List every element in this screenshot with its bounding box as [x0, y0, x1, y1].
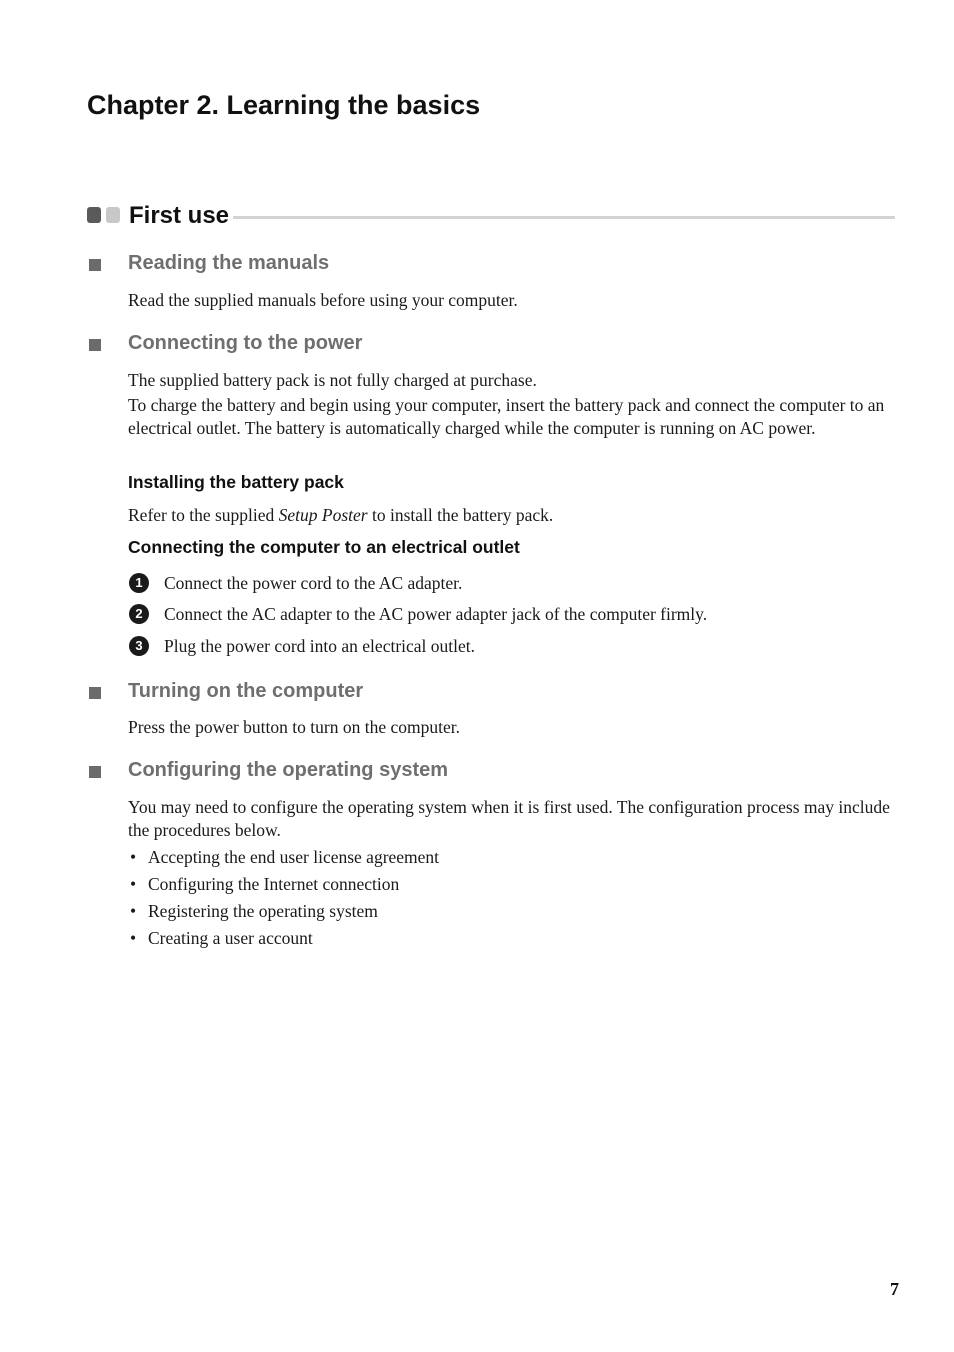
- power-text-1: The supplied battery pack is not fully charged at purchase.: [128, 370, 537, 390]
- power-text-2: To charge the battery and begin using your computer, insert the battery pack and connect the computer to an electrical outlet. The battery is automatically charged while the computer is running on AC power.: [128, 395, 885, 438]
- battery-text: [128, 504, 898, 527]
- bullet-text: Registering the operating system: [148, 901, 378, 921]
- section-square-icon: [87, 207, 101, 223]
- subheading-electrical-outlet: Connecting the computer to an electrical outlet: [128, 537, 520, 557]
- page-number: 7: [890, 1279, 899, 1299]
- list-item: [129, 634, 899, 658]
- configuring-os-text: You may need to configure the operating system when it is first used. The configuration process may include the procedures below.: [128, 797, 890, 840]
- list-item: [129, 571, 899, 595]
- setup-poster-title: Setup Poster: [278, 505, 368, 525]
- bullet-icon: •: [130, 874, 137, 894]
- reading-manuals-text: Read the supplied manuals before using your computer.: [128, 290, 518, 310]
- subheading-reading-manuals: Reading the manuals: [128, 252, 330, 274]
- bullet-icon: •: [130, 847, 137, 867]
- step-text: Connect the AC adapter to the AC power adapter jack of the computer firmly.: [164, 604, 708, 624]
- step-number-icon: 2: [129, 604, 149, 624]
- turning-on-text: Press the power button to turn on the computer.: [128, 717, 460, 737]
- square-bullet-icon: [89, 687, 101, 699]
- subheading-turning-on: Turning on the computer: [128, 680, 364, 702]
- step-text: Connect the power cord to the AC adapter.: [164, 573, 463, 593]
- section-title: First use: [129, 202, 233, 230]
- square-bullet-icon: [89, 259, 101, 271]
- subheading-connecting-power: Connecting to the power: [128, 332, 363, 354]
- bullet-text: Configuring the Internet connection: [148, 874, 400, 894]
- subheading-installing-battery: Installing the battery pack: [128, 472, 344, 492]
- subheading-configuring-os: Configuring the operating system: [128, 759, 449, 781]
- bullet-text: Accepting the end user license agreement: [148, 847, 440, 867]
- square-bullet-icon: [89, 766, 101, 778]
- section-square-icon-light: [106, 207, 120, 223]
- bullet-icon: •: [130, 928, 137, 948]
- step-number-icon: 3: [129, 636, 149, 656]
- battery-text-post: to install the battery pack.: [367, 505, 554, 525]
- square-bullet-icon: [89, 339, 101, 351]
- section-rule: [231, 216, 895, 219]
- list-item: [129, 602, 899, 626]
- chapter-title: Chapter 2. Learning the basics: [87, 90, 481, 120]
- bullet-icon: •: [130, 901, 137, 921]
- step-number-icon: 1: [129, 573, 149, 593]
- step-text: Plug the power cord into an electrical outlet.: [164, 636, 476, 656]
- battery-text-pre: Refer to the supplied: [128, 505, 279, 525]
- bullet-text: Creating a user account: [148, 928, 313, 948]
- section-header: [87, 202, 895, 232]
